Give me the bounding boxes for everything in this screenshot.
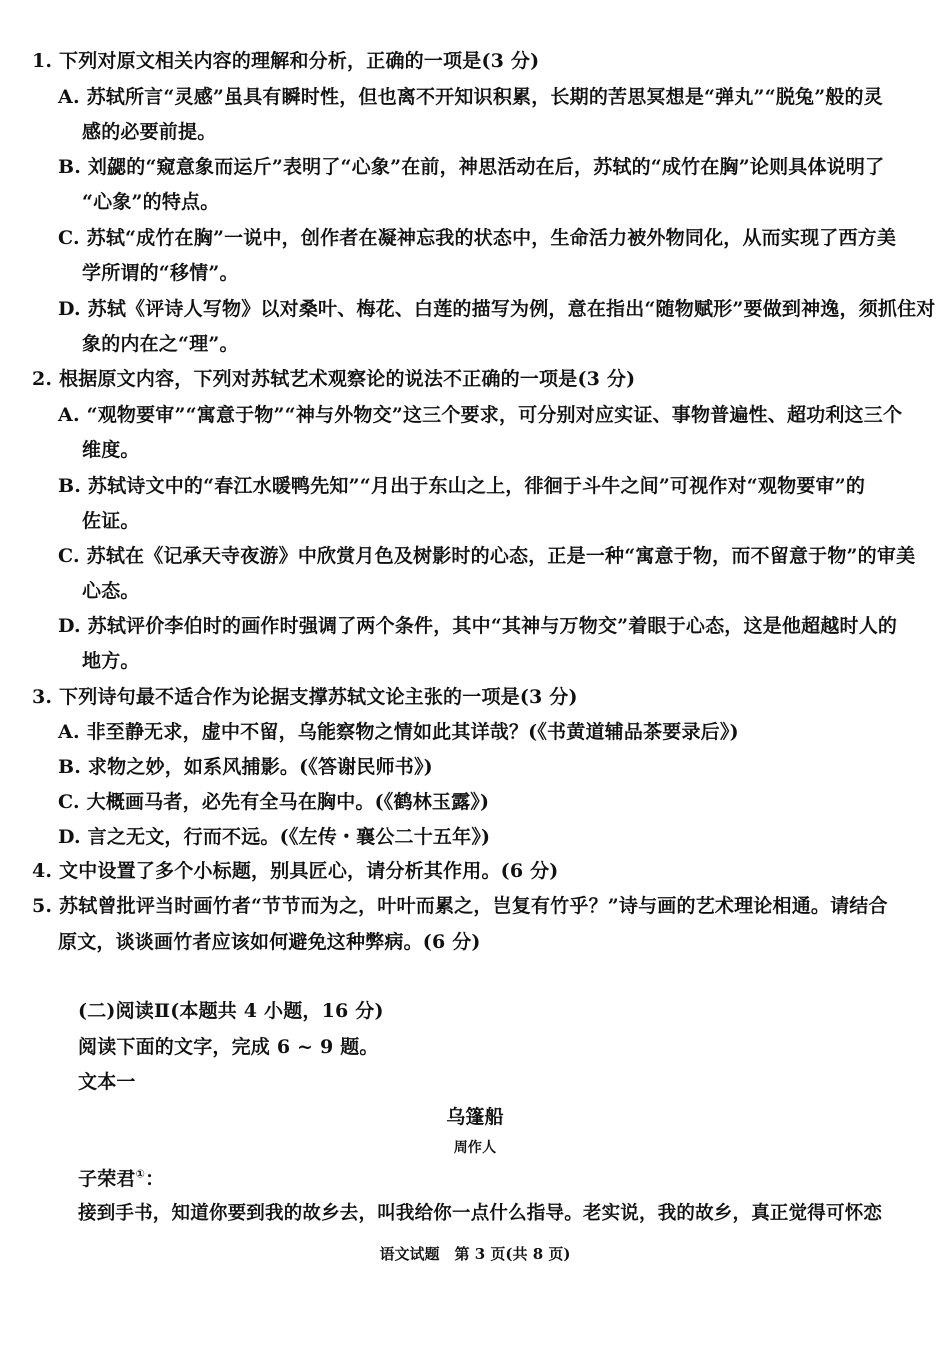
q2-option-a-cont: 维度。	[82, 439, 140, 461]
text-label: 文本一	[78, 1071, 136, 1093]
salutation-text: 子荣君	[78, 1168, 136, 1190]
q2-option-d: D. 苏轼评价李伯时的画作时强调了两个条件，其中“其神与万物交”着眼于心态，这是他超越时人的	[58, 615, 898, 637]
q3-option-b: B. 求物之妙，如系风捕影。(《答谢民师书》)	[58, 756, 433, 778]
q2-option-b: B. 苏轼诗文中的“春江水暖鸭先知”“月出于东山之上，徘徊于斗牛之间”可视作对“观物要审”的	[58, 475, 866, 497]
q3-option-d: D. 言之无文，行而不远。(《左传・襄公二十五年》)	[58, 826, 491, 848]
salutation-colon: ：	[145, 1168, 165, 1190]
q3-option-a: A. 非至静无求，虚中不留，乌能察物之情如此其详哉？(《书黄道辅品茶要录后》)	[58, 721, 739, 743]
q1-option-a-cont: 感的必要前提。	[82, 121, 217, 143]
q2-option-a: A. “观物要审”“寓意于物”“神与外物交”这三个要求，可分别对应实证、事物普遍性、超功利这三个	[58, 404, 903, 426]
q2-option-c-cont: 心态。	[82, 580, 140, 602]
footnote-mark: ①	[135, 1167, 146, 1181]
q1-option-a: A. 苏轼所言“灵感”虽具有瞬时性，但也离不开知识积累，长期的苦思冥想是“弹丸”“脱兔”般的灵	[58, 86, 883, 108]
page-footer: 语文试题 第 3 页(共 8 页)	[379, 1245, 571, 1263]
letter-salutation	[78, 1166, 164, 1192]
q4-stem: 4. 文中设置了多个小标题，别具匠心，请分析其作用。(6 分)	[32, 860, 559, 882]
q2-option-b-cont: 佐证。	[82, 510, 140, 532]
q2-option-d-cont: 地方。	[82, 650, 140, 672]
q5-stem: 5. 苏轼曾批评当时画竹者“节节而为之，叶叶而累之，岂复有竹乎？”诗与画的艺术理论相通。请结合	[32, 895, 888, 917]
article-author: 周作人	[453, 1140, 497, 1156]
letter-first-line: 接到手书，知道你要到我的故乡去，叫我给你一点什么指导。老实说，我的故乡，真正觉得可怀恋	[78, 1203, 883, 1224]
section-instruction: 阅读下面的文字，完成 6 ~ 9 题。	[78, 1036, 379, 1058]
q2-option-c: C. 苏轼在《记承天寺夜游》中欣赏月色及树影时的心态，正是一种“寓意于物，而不留意于物”的审美	[58, 545, 916, 567]
q2-stem: 2. 根据原文内容，下列对苏轼艺术观察论的说法不正确的一项是(3 分)	[32, 368, 636, 390]
q1-stem: 1. 下列对原文相关内容的理解和分析，正确的一项是(3 分)	[32, 50, 540, 72]
q1-option-c-cont: 学所谓的“移情”。	[82, 262, 239, 284]
q3-option-c: C. 大概画马者，必先有全马在胸中。(《鹤林玉露》)	[58, 791, 490, 813]
section-heading: (二)阅读Ⅱ(本题共 4 小题，16 分)	[78, 1000, 384, 1022]
q3-stem: 3. 下列诗句最不适合作为论据支撑苏轼文论主张的一项是(3 分)	[32, 686, 578, 708]
q1-option-d-cont: 象的内在之“理”。	[82, 333, 239, 355]
q1-option-c: C. 苏轼“成竹在胸”一说中，创作者在凝神忘我的状态中，生命活力被外物同化，从而实现了西方美	[58, 227, 897, 249]
q1-option-b: B. 刘勰的“窥意象而运斤”表明了“心象”在前，神思活动在后，苏轼的“成竹在胸”论则具体说明了	[58, 156, 885, 178]
q1-option-d: D. 苏轼《评诗人写物》以对桑叶、梅花、白莲的描写为例，意在指出“随物赋形”要做到神逸，须抓住对	[58, 298, 936, 320]
q1-option-b-cont: “心象”的特点。	[82, 191, 220, 213]
q5-stem-cont: 原文，谈谈画竹者应该如何避免这种弊病。(6 分)	[58, 931, 481, 953]
article-title: 乌篷船	[446, 1106, 504, 1128]
